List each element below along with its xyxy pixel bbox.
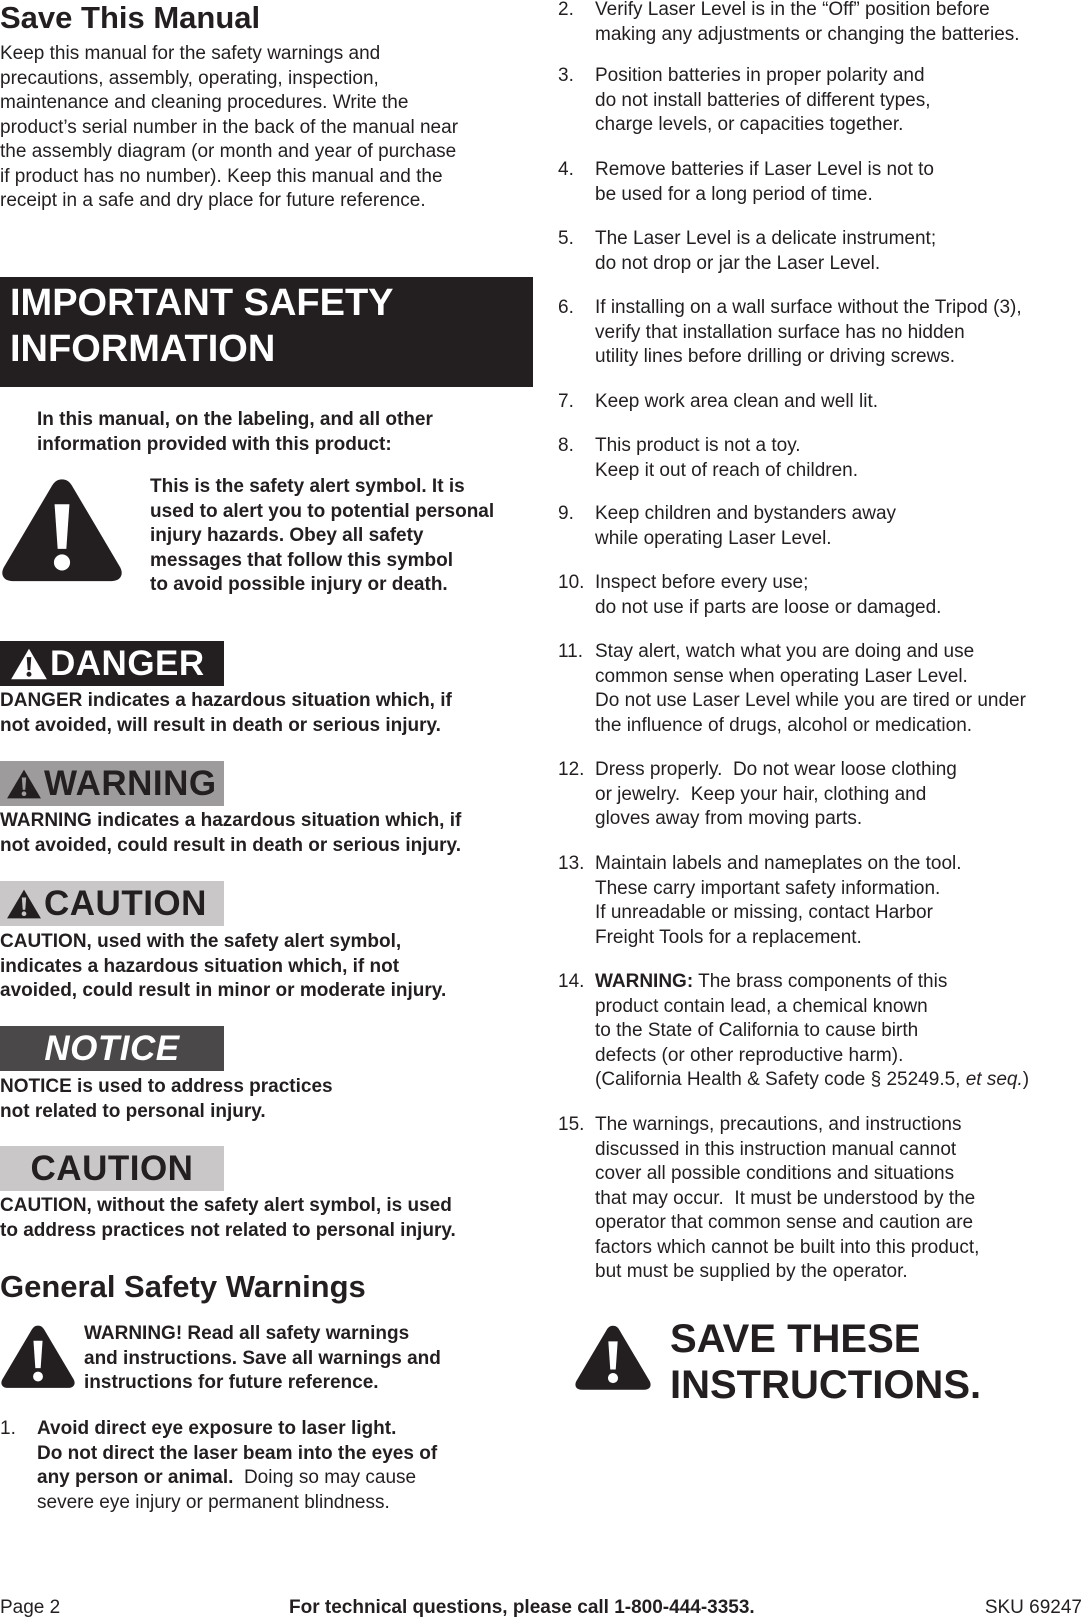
text-line: DANGER indicates a hazardous situation which, if [0, 690, 452, 711]
item-number: 15. [558, 1114, 585, 1135]
item-number: 1. [0, 1418, 16, 1439]
text-line: instructions for future reference. [84, 1372, 379, 1393]
text-line: and instructions. Save all warnings and [84, 1347, 441, 1369]
text-line: to avoid possible injury or death. [150, 574, 448, 595]
text-line: receipt in a safe and dry place for future reference. [0, 190, 426, 211]
item-text: If installing on a wall surface without the Tripod (3), verify that installation surface has no hidden utility lines before drilling or driving screws. [595, 297, 1022, 367]
item-text: The warnings, precautions, and instructions discussed in this instruction manual cannot cover all possible conditions and situations that may occur. It must be understood by the operator that common sense and caution are factors which cannot be built into this product, but must be supplied by the operator. [595, 1114, 980, 1282]
text-line: injury hazards. Obey all safety [150, 525, 424, 546]
caution-label: CAUTION [44, 883, 207, 923]
text-line: indicates a hazardous situation which, if not [0, 955, 400, 977]
text-line: precautions, assembly, operating, inspection, [0, 67, 379, 89]
text-line: In this manual, on the labeling, and all other [37, 409, 433, 430]
danger-label: DANGER [50, 643, 205, 683]
item-number: 5. [558, 228, 574, 249]
warning-label: WARNING: [595, 971, 694, 992]
danger-signal-word [0, 641, 224, 686]
warning-triangle-icon [6, 768, 42, 800]
item-text: product contain lead, a chemical known to the State of California to cause birth defects (or other reproductive harm). [595, 995, 928, 1066]
caution-plain-signal-word [0, 1146, 224, 1191]
warning-triangle-icon [574, 1322, 652, 1392]
warning-signal-word [0, 761, 224, 806]
item-text: Keep children and bystanders away while operating Laser Level. [595, 503, 897, 549]
text-line: information provided with this product: [37, 433, 392, 455]
item-number: 3. [558, 65, 574, 86]
sku-number: SKU 69247 [984, 1597, 1082, 1618]
text-line: Doing so may cause [233, 1467, 417, 1488]
warning-description [0, 809, 461, 858]
text-line: Do not direct the laser beam into the eyes of [37, 1442, 438, 1464]
text-line: NOTICE is used to address practices [0, 1076, 333, 1097]
item-text: Remove batteries if Laser Level is not to be used for a long period of time. [595, 159, 935, 205]
item-number: 7. [558, 391, 574, 412]
warning-triangle-icon [0, 474, 124, 584]
item-text: Stay alert, watch what you are doing and use common sense when operating Laser Level. Do not use Laser Level while you are tired or under the influence of drugs, alcohol or medication. [595, 641, 1026, 736]
intro-text [37, 408, 433, 457]
banner-line: INFORMATION [10, 328, 276, 370]
warning-triangle-icon [10, 647, 48, 681]
text-line: used to alert you to potential personal [150, 500, 495, 522]
technical-questions-phone: For technical questions, please call 1-800-444-3353. [289, 1597, 755, 1618]
notice-description [0, 1075, 333, 1124]
banner-line: IMPORTANT SAFETY [10, 282, 394, 324]
alert-symbol-text [150, 475, 494, 598]
item-number: 6. [558, 297, 574, 318]
text-line: ) [1022, 1069, 1030, 1090]
general-safety-title: General Safety Warnings [0, 1269, 366, 1304]
save-manual-title: Save This Manual [0, 0, 261, 35]
caution-plain-label: CAUTION [30, 1148, 194, 1188]
item-number: 9. [558, 503, 574, 524]
warning-triangle-icon [0, 1322, 76, 1390]
item-number: 4. [558, 159, 574, 180]
item-number: 13. [558, 853, 585, 874]
text-line: avoided, could result in minor or moderate injury. [0, 980, 447, 1001]
item-text: Verify Laser Level is in the “Off” position before making any adjustments or changing the batteries. [595, 0, 1020, 45]
item-number: 10. [558, 572, 585, 593]
text-line: product’s serial number in the back of the manual near [0, 116, 459, 138]
page-number: Page 2 [0, 1597, 61, 1618]
item-text: Keep work area clean and well lit. [595, 391, 879, 412]
text-line: WARNING indicates a hazardous situation which, if [0, 810, 462, 831]
text-line: not avoided, could result in death or serious injury. [0, 834, 461, 856]
item-number: 12. [558, 759, 585, 780]
warning-label: WARNING [44, 763, 217, 803]
text-line: This is the safety alert symbol. It is [150, 476, 465, 497]
important-safety-banner [0, 277, 533, 387]
text-line: not related to personal injury. [0, 1100, 266, 1122]
item-text: Inspect before every use; do not use if parts are loose or damaged. [595, 572, 942, 618]
warning-triangle-icon [6, 888, 42, 920]
text-line: (California Health & Safety code § 25249.5, [595, 1069, 966, 1090]
list-item-1 [0, 1417, 520, 1515]
caution-signal-word [0, 881, 224, 926]
item-number: 14. [558, 971, 585, 992]
item-text: This product is not a toy. Keep it out of reach of children. [595, 435, 858, 481]
save-manual-text [0, 42, 520, 214]
text-line: if product has no number). Keep this manual and the [0, 165, 443, 187]
caution-plain-description [0, 1194, 456, 1243]
text-line: the assembly diagram (or month and year of purchase [0, 141, 457, 162]
notice-signal-word [0, 1026, 224, 1071]
general-warning-text [84, 1322, 441, 1396]
danger-description [0, 689, 452, 738]
text-line: SAVE THESE [670, 1317, 921, 1361]
item-text: The Laser Level is a delicate instrument; do not drop or jar the Laser Level. [595, 228, 937, 274]
text-line: INSTRUCTIONS. [670, 1363, 982, 1407]
text-line: not avoided, will result in death or serious injury. [0, 714, 441, 736]
item-number: 2. [558, 0, 574, 20]
text-line: WARNING! Read all safety warnings [84, 1323, 410, 1344]
notice-label: NOTICE [44, 1028, 180, 1068]
item-text: Position batteries in proper polarity and do not install batteries of different types, charge levels, or capacities together. [595, 65, 931, 135]
text-line: any person or animal. [37, 1467, 234, 1488]
text-line: Keep this manual for the safety warnings and [0, 43, 381, 64]
item-number: 11. [558, 641, 584, 662]
item-text: Dress properly. Do not wear loose clothing or jewelry. Keep your hair, clothing and gloves away from moving parts. [595, 759, 957, 829]
text-line: CAUTION, without the safety alert symbol, is used [0, 1195, 452, 1216]
item-number: 8. [558, 435, 574, 456]
save-instructions-text [670, 1316, 981, 1408]
text-line: to address practices not related to personal injury. [0, 1219, 456, 1241]
caution-description [0, 930, 446, 1004]
item-text: Maintain labels and nameplates on the tool. These carry important safety information. If unreadable or missing, contact Harbor Freight Tools for a replacement. [595, 853, 962, 948]
text-line: severe eye injury or permanent blindness. [37, 1491, 390, 1513]
text-line: Avoid direct eye exposure to laser light. [37, 1418, 397, 1439]
text-line: CAUTION, used with the safety alert symbol, [0, 931, 402, 952]
text-line: messages that follow this symbol [150, 549, 454, 571]
text-line: The brass components of this [693, 971, 948, 992]
text-line: et seq. [965, 1069, 1023, 1090]
text-line: maintenance and cleaning procedures. Write the [0, 92, 409, 113]
